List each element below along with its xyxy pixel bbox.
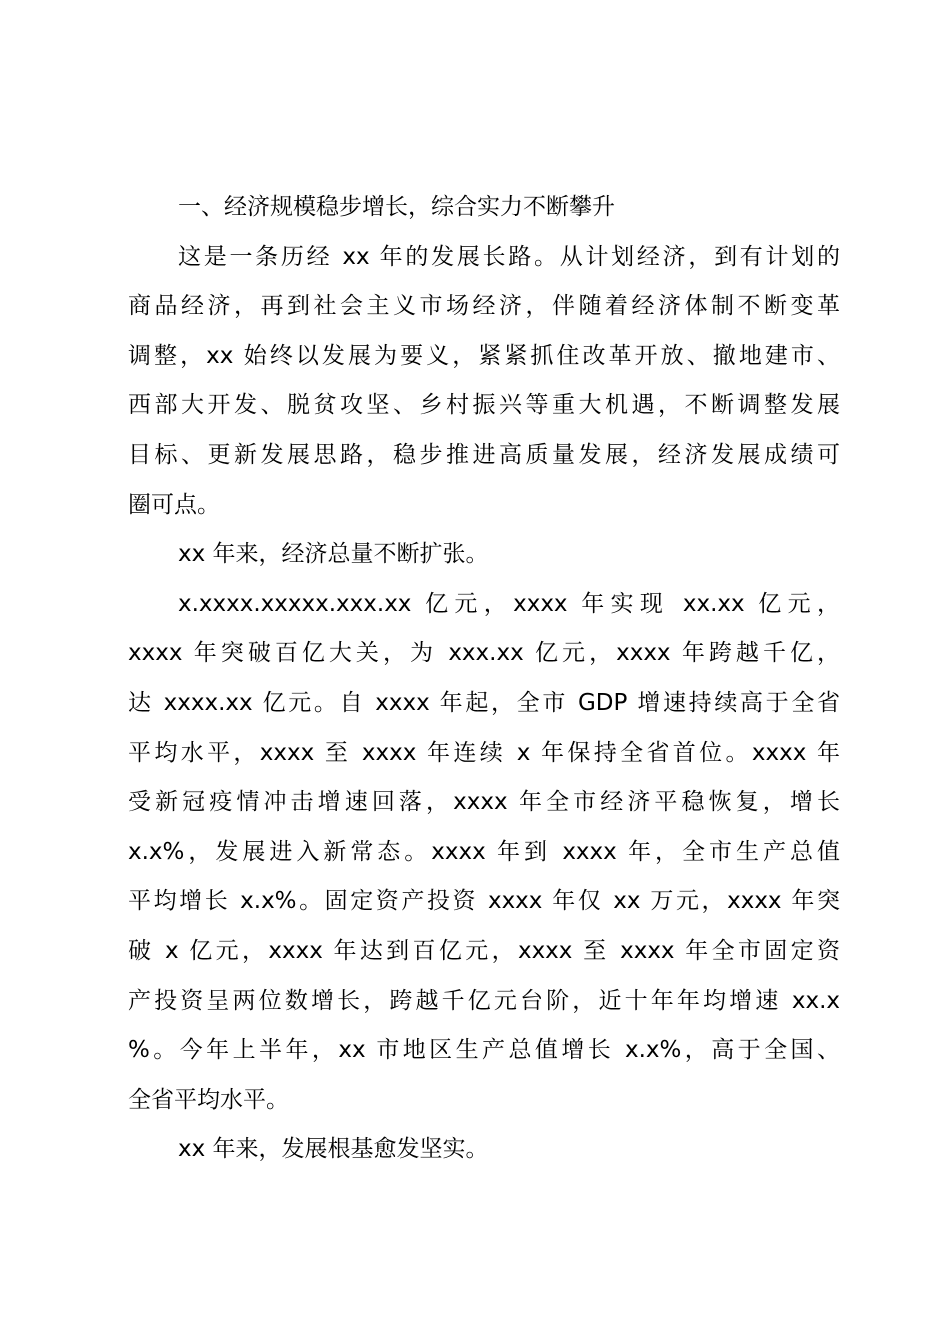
paragraph-line: 产投资呈两位数增长，跨越千亿元台阶，近十年年均增速 xx.x (128, 987, 840, 1014)
paragraph-line: 圈可点。 (128, 491, 220, 518)
paragraph-line: %。今年上半年，xx 市地区生产总值增长 x.x%，高于全国、 (128, 1037, 840, 1064)
paragraph-foundation: xx 年来，发展根基愈发坚实。 (178, 1136, 489, 1163)
paragraph-economic-total: xx 年来，经济总量不断扩张。 (178, 541, 489, 568)
paragraph-line: 西部大开发、脱贫攻坚、乡村振兴等重大机遇，不断调整发展 (128, 392, 840, 419)
paragraph-line: x.xxxx.xxxxx.xxx.xx 亿元，xxxx 年实现 xx.xx 亿元， (178, 590, 840, 617)
paragraph-line: 达 xxxx.xx 亿元。自 xxxx 年起，全市 GDP 增速持续高于全省 (128, 689, 840, 716)
paragraph-line: 目标、更新发展思路，稳步推进高质量发展，经济发展成绩可 (128, 441, 840, 468)
paragraph-economic-figures (128, 580, 840, 1126)
section-heading: 一、经济规模稳步增长，综合实力不断攀升 (178, 194, 615, 220)
paragraph-line: 商品经济，再到社会主义市场经济，伴随着经济体制不断变革 (128, 293, 840, 320)
document-body (128, 183, 840, 1175)
paragraph-line: 这是一条历经 xx 年的发展长路。从计划经济，到有计划的 (178, 243, 840, 270)
paragraph-line: 平均水平，xxxx 至 xxxx 年连续 x 年保持全省首位。xxxx 年 (128, 739, 840, 766)
paragraph-line: 调整，xx 始终以发展为要义，紧紧抓住改革开放、撤地建市、 (128, 342, 840, 369)
paragraph-line: 破 x 亿元，xxxx 年达到百亿元，xxxx 至 xxxx 年全市固定资 (128, 937, 840, 964)
paragraph-line: 全省平均水平。 (128, 1086, 289, 1113)
paragraph-development-history (128, 233, 840, 531)
paragraph-line: 平均增长 x.x%。固定资产投资 xxxx 年仅 xx 万元，xxxx 年突 (128, 888, 840, 915)
paragraph-line: 受新冠疫情冲击增速回落，xxxx 年全市经济平稳恢复，增长 (128, 789, 840, 816)
paragraph-line: xxxx 年突破百亿大关，为 xxx.xx 亿元，xxxx 年跨越千亿， (128, 640, 840, 667)
paragraph-line: x.x%，发展进入新常态。xxxx 年到 xxxx 年，全市生产总值 (128, 838, 840, 865)
